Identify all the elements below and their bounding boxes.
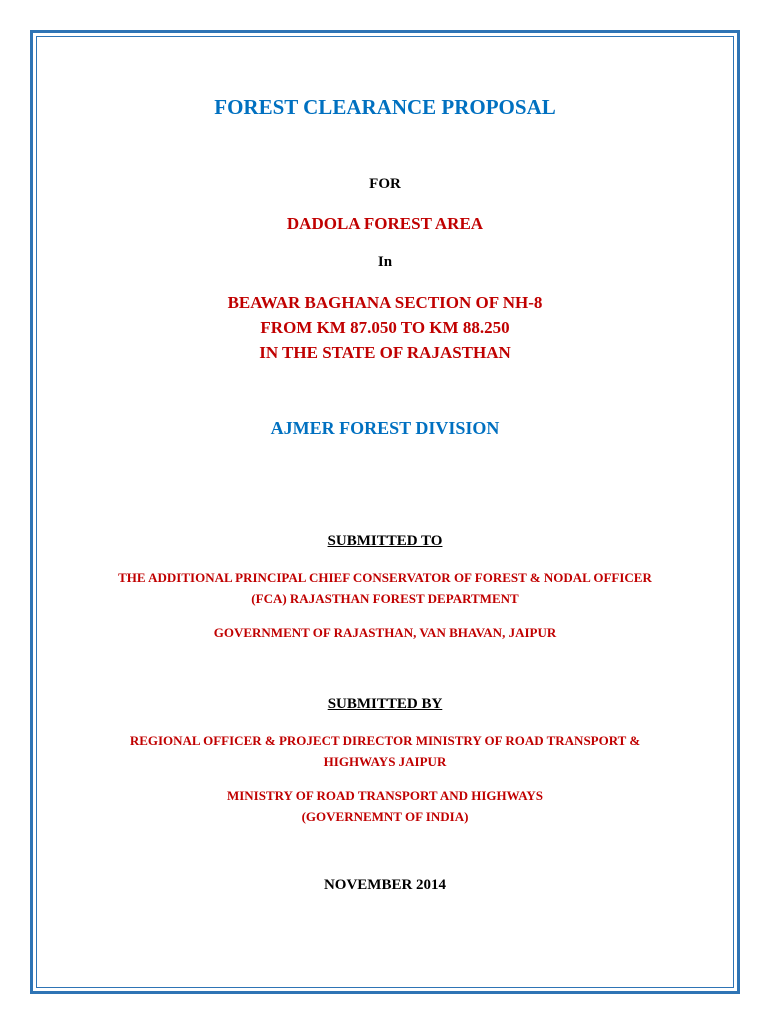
section-line-2: FROM KM 87.050 TO KM 88.250 (260, 318, 510, 337)
submitted-by-line-2: HIGHWAYS JAIPUR (323, 754, 447, 769)
for-label: FOR (369, 176, 401, 192)
submission-date: NOVEMBER 2014 (323, 877, 447, 893)
forest-area: DADOLA FOREST AREA (286, 214, 484, 233)
submitted-by-line-1: REGIONAL OFFICER & PROJECT DIRECTOR MINISTRY OF ROAD TRANSPORT & (129, 733, 641, 748)
forest-division: AJMER FOREST DIVISION (270, 418, 500, 438)
cover-page (40, 40, 730, 984)
document-title: FOREST CLEARANCE PROPOSAL (214, 95, 556, 119)
submitted-to-line-2: (FCA) RAJASTHAN FOREST DEPARTMENT (251, 591, 519, 606)
in-label: In (377, 254, 393, 270)
section-line-3: IN THE STATE OF RAJASTHAN (259, 343, 511, 362)
submitted-by-heading: SUBMITTED BY (327, 696, 443, 712)
submitted-to-heading: SUBMITTED TO (327, 533, 443, 549)
section-line-1: BEAWAR BAGHANA SECTION OF NH-8 (227, 293, 543, 312)
submitted-by-line-3: MINISTRY OF ROAD TRANSPORT AND HIGHWAYS (226, 788, 544, 803)
submitted-by-line-4: (GOVERNEMNT OF INDIA) (301, 809, 469, 824)
submitted-to-line-1: THE ADDITIONAL PRINCIPAL CHIEF CONSERVATOR OF FOREST & NODAL OFFICER (118, 570, 652, 585)
submitted-to-line-3: GOVERNMENT OF RAJASTHAN, VAN BHAVAN, JAIPUR (213, 625, 557, 640)
